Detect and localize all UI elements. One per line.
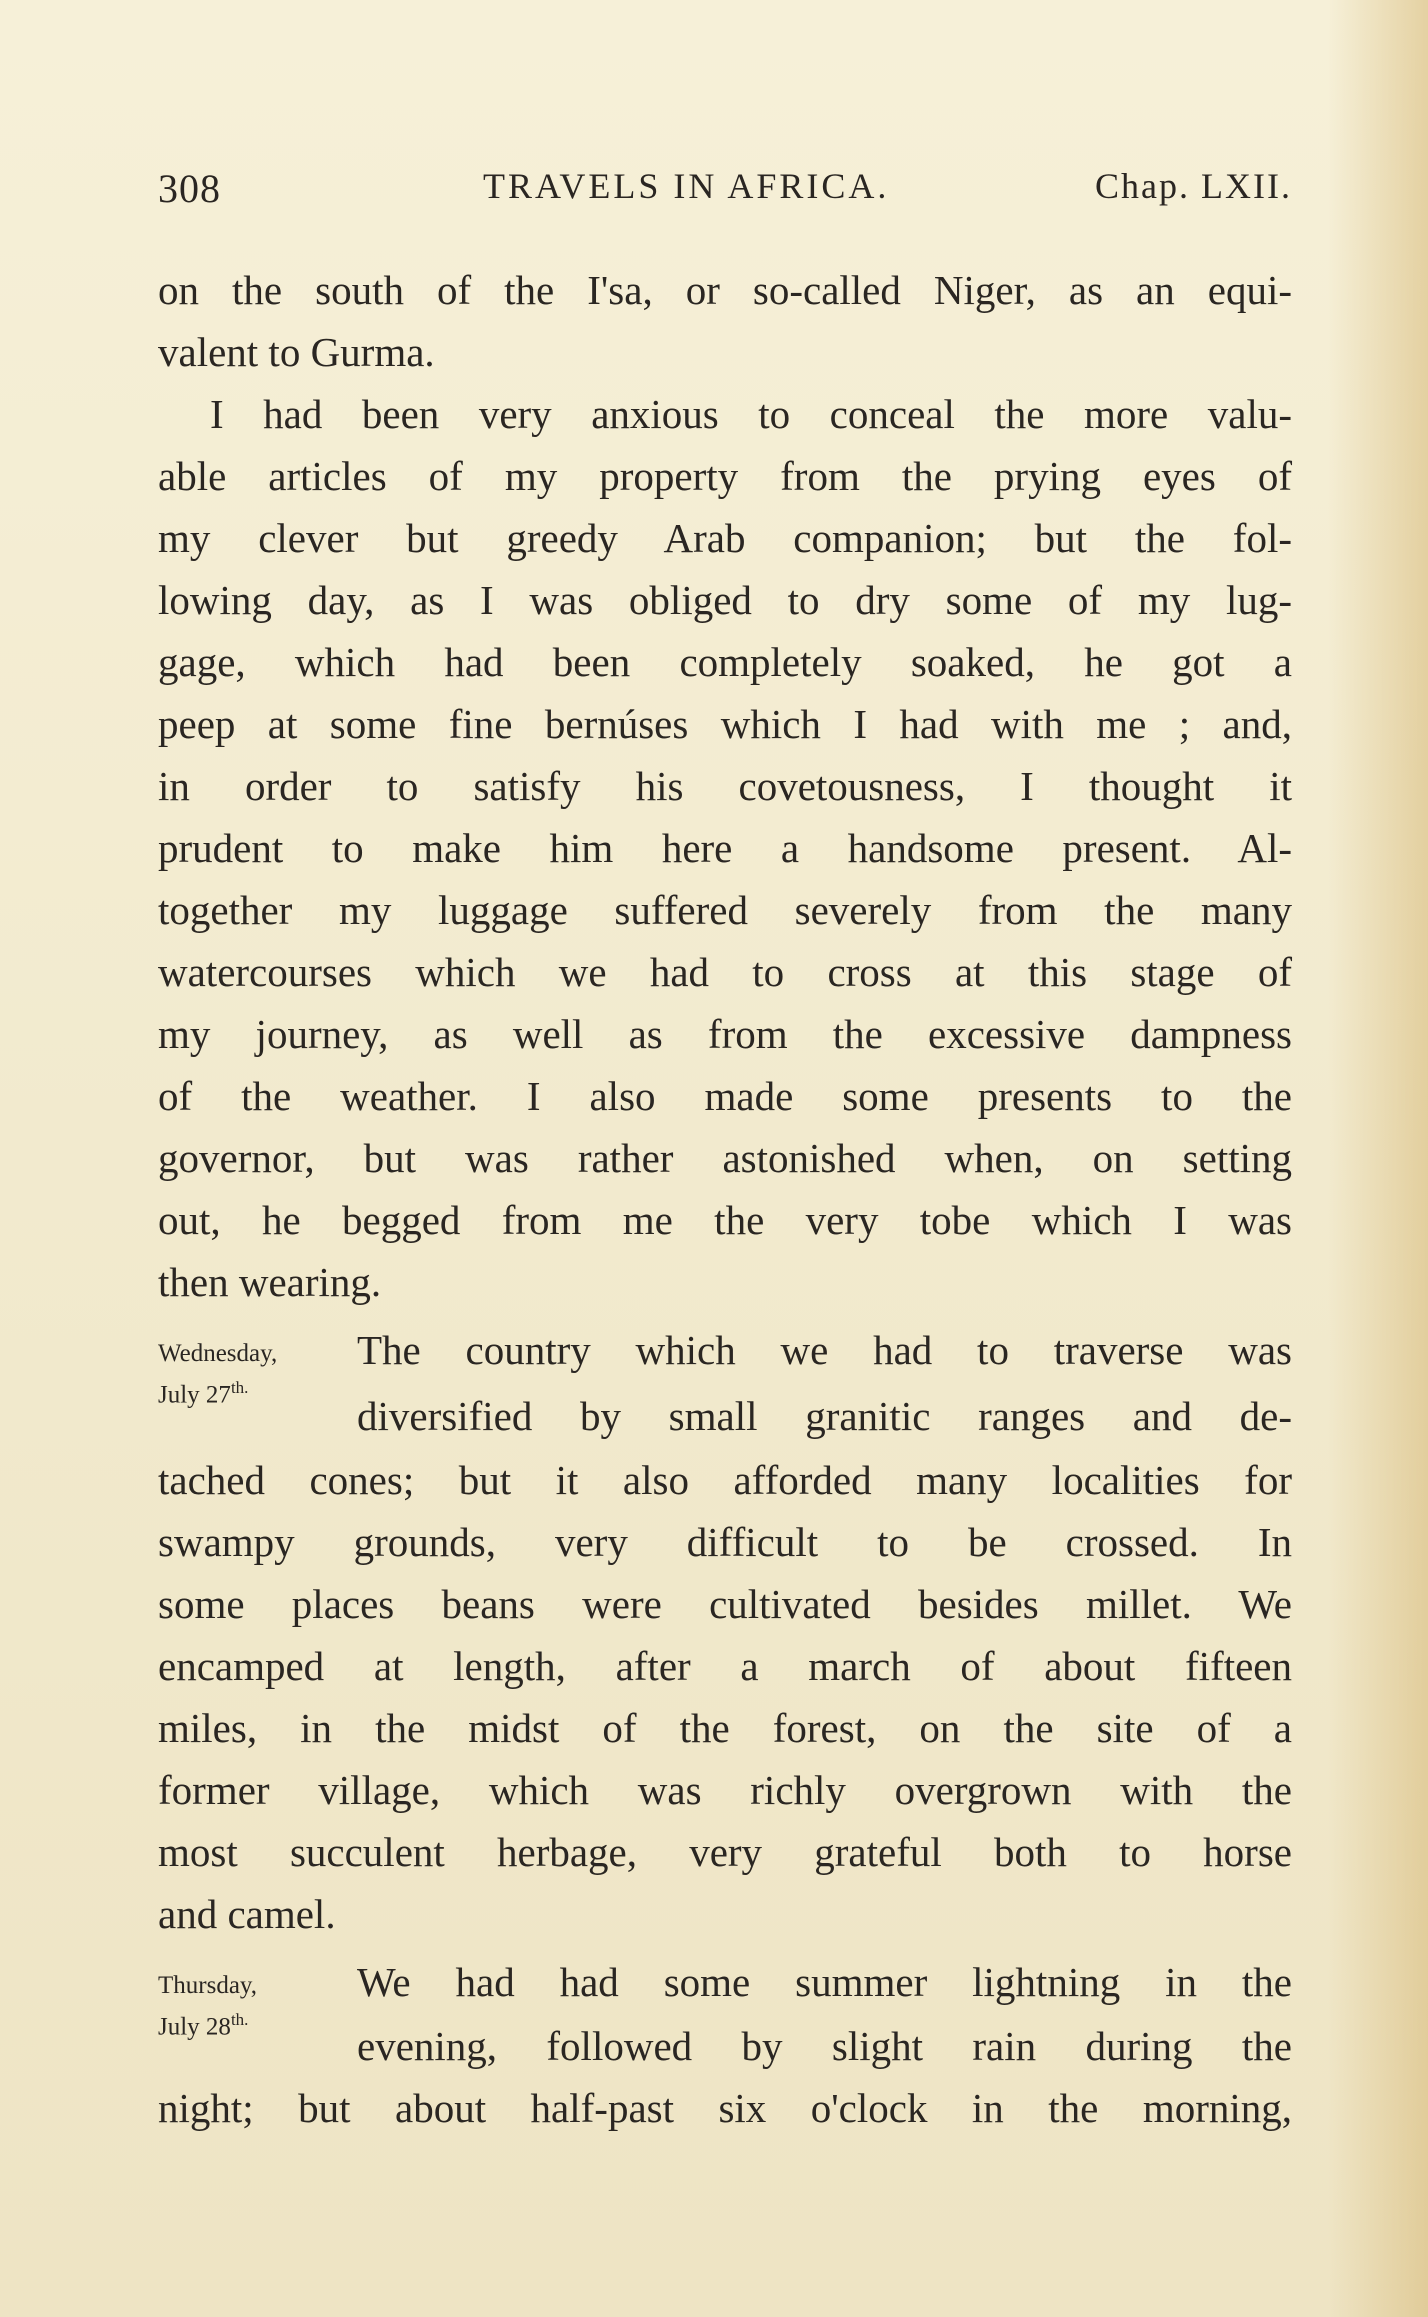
text-line: lowing day, as I was obliged to dry some of my lug- [158,577,1292,623]
text-line: diversified by small granitic ranges and de- [357,1393,1292,1439]
text-line: peep at some fine bernúses which I had with me ; and, [158,701,1292,747]
text-line: and camel. [158,1891,336,1937]
text-line: governor, but was rather astonished when, on setting [158,1135,1292,1181]
text-line: watercourses which we had to cross at this stage of [158,949,1292,995]
text-line: tached cones; but it also afforded many localities for [158,1457,1292,1503]
text-line: some places beans were cultivated besides millet. We [158,1581,1292,1627]
text-line: together my luggage suffered severely from the many [158,887,1292,933]
text-line: former village, which was richly overgrown with the [158,1767,1292,1813]
text-line: of the weather. I also made some presents to the [158,1073,1292,1119]
text-line: miles, in the midst of the forest, on the site of a [158,1705,1292,1751]
text-line: my clever but greedy Arab companion; but the fol- [158,515,1292,561]
running-header [158,165,1292,215]
margin-note-date: July $27^{th.}$ [158,1378,249,1409]
text-line: valent to Gurma. [158,329,435,375]
text-line: out, he begged from me the very tobe which I was [158,1197,1292,1243]
text-line: night; but about half-past six o'clock in the morning, [158,2085,1292,2131]
text-line: in order to satisfy his covetousness, I thought it [158,763,1292,809]
chapter-label: Chap. LXII. [1095,166,1292,206]
text-line: We had had some summer lightning in the [357,1959,1292,2005]
page-number: 308 [158,166,221,211]
text-line: encamped at length, after a march of about fifteen [158,1643,1292,1689]
text-line: I had been very anxious to conceal the more valu- [210,391,1292,437]
text-line: then wearing. [158,1259,382,1305]
margin-note-day: Wednesday, [158,1340,278,1367]
margin-note-day: Thursday, [158,1972,258,1999]
text-line: gage, which had been completely soaked, he got a [158,639,1292,685]
text-line: evening, followed by slight rain during the [357,2023,1292,2069]
text-line: prudent to make him here a handsome present. Al- [158,825,1292,871]
text-line: swampy grounds, very difficult to be crossed. In [158,1519,1292,1565]
text-line: on the south of the I'sa, or so-called Niger, as an equi- [158,267,1292,313]
text-line: The country which we had to traverse was [357,1327,1292,1373]
margin-note-date: July $28^{th.}$ [158,2010,249,2041]
text-line: most succulent herbage, very grateful both to horse [158,1829,1292,1875]
text-line: my journey, as well as from the excessive dampness [158,1011,1292,1057]
text-line: able articles of my property from the prying eyes of [158,453,1292,499]
running-title: TRAVELS IN AFRICA. [483,166,890,206]
